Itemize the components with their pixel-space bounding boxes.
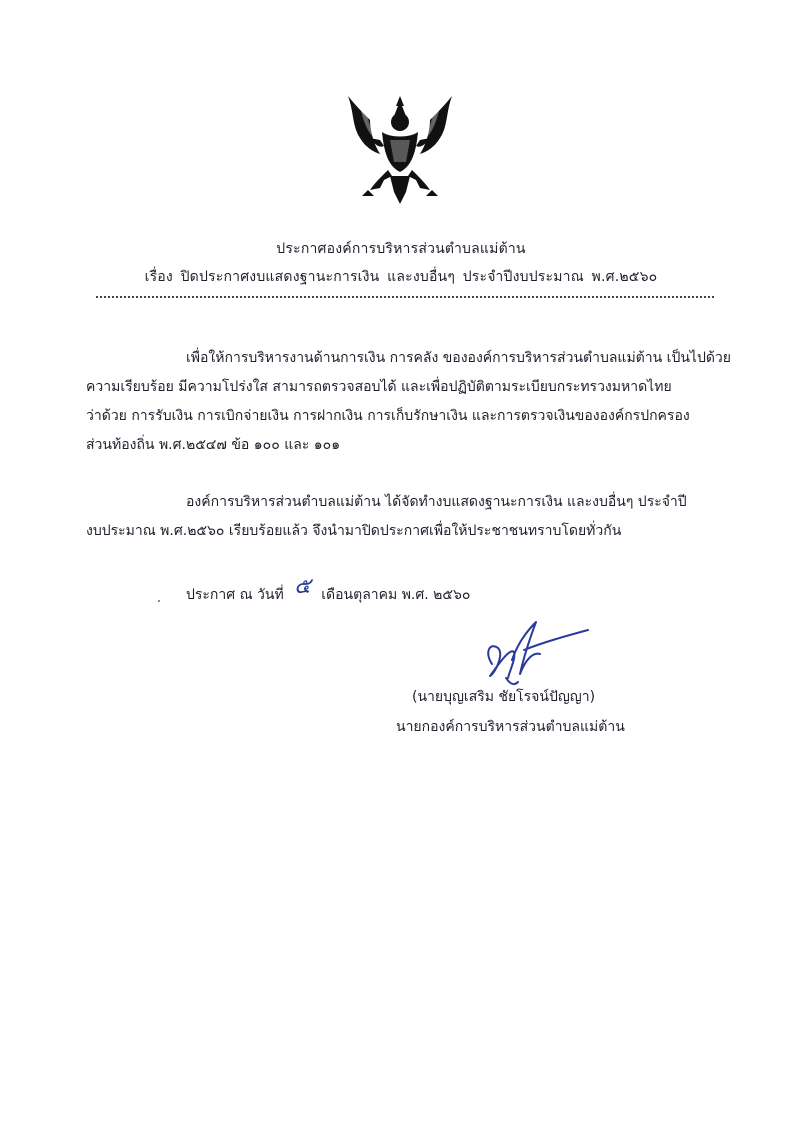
signer-name: (นายบุญเสริม ชัยโรจน์ปัญญา) xyxy=(412,689,596,705)
announcement-subject: เรื่อง ปิดประกาศงบแสดงฐานะการเงิน และงบอื่นๆ ประจำปีงบประมาณ พ.ศ.๒๕๖๐ xyxy=(144,269,658,285)
announcement-date xyxy=(186,574,470,609)
date-suffix: เดือนตุลาคม พ.ศ. ๒๕๖๐ xyxy=(321,587,471,603)
date-prefix: ประกาศ ณ วันที่ xyxy=(186,587,284,603)
paragraph-line: องค์การบริหารส่วนตำบลแม่ต้าน ได้จัดทำงบแสดงฐานะการเงิน และงบอื่นๆ ประจำปี xyxy=(186,494,687,510)
paragraph-line: ว่าด้วย การรับเงิน การเบิกจ่ายเงิน การฝากเงิน การเก็บรักษาเงิน และการตรวจเงินขององค์กรปกครอง xyxy=(86,408,690,424)
handwritten-day: ๕ xyxy=(294,574,311,599)
dotted-divider xyxy=(96,296,714,298)
scan-speck xyxy=(158,600,160,602)
paragraph-notice xyxy=(86,488,722,546)
garuda-emblem xyxy=(340,92,460,208)
paragraph-line: งบประมาณ พ.ศ.๒๕๖๐ เรียบร้อยแล้ว จึงนำมาปิดประกาศเพื่อให้ประชาชนทราบโดยทั่วกัน xyxy=(86,523,622,539)
signer-position: นายกองค์การบริหารส่วนตำบลแม่ต้าน xyxy=(396,719,625,735)
paragraph-line: ความเรียบร้อย มีความโปร่งใส สามารถตรวจสอบได้ และเพื่อปฏิบัติตามระเบียบกระทรวงมหาดไทย xyxy=(86,379,672,395)
paragraph-line: ส่วนท้องถิ่น พ.ศ.๒๕๔๗ ข้อ ๑๐๐ และ ๑๐๑ xyxy=(86,437,341,453)
announcement-title: ประกาศองค์การบริหารส่วนตำบลแม่ต้าน xyxy=(276,241,526,257)
paragraph-line: เพื่อให้การบริหารงานด้านการเงิน การคลัง ขององค์การบริหารส่วนตำบลแม่ต้าน เป็นไปด้วย xyxy=(186,350,731,366)
paragraph-purpose xyxy=(86,344,731,460)
handwritten-signature xyxy=(470,612,600,694)
